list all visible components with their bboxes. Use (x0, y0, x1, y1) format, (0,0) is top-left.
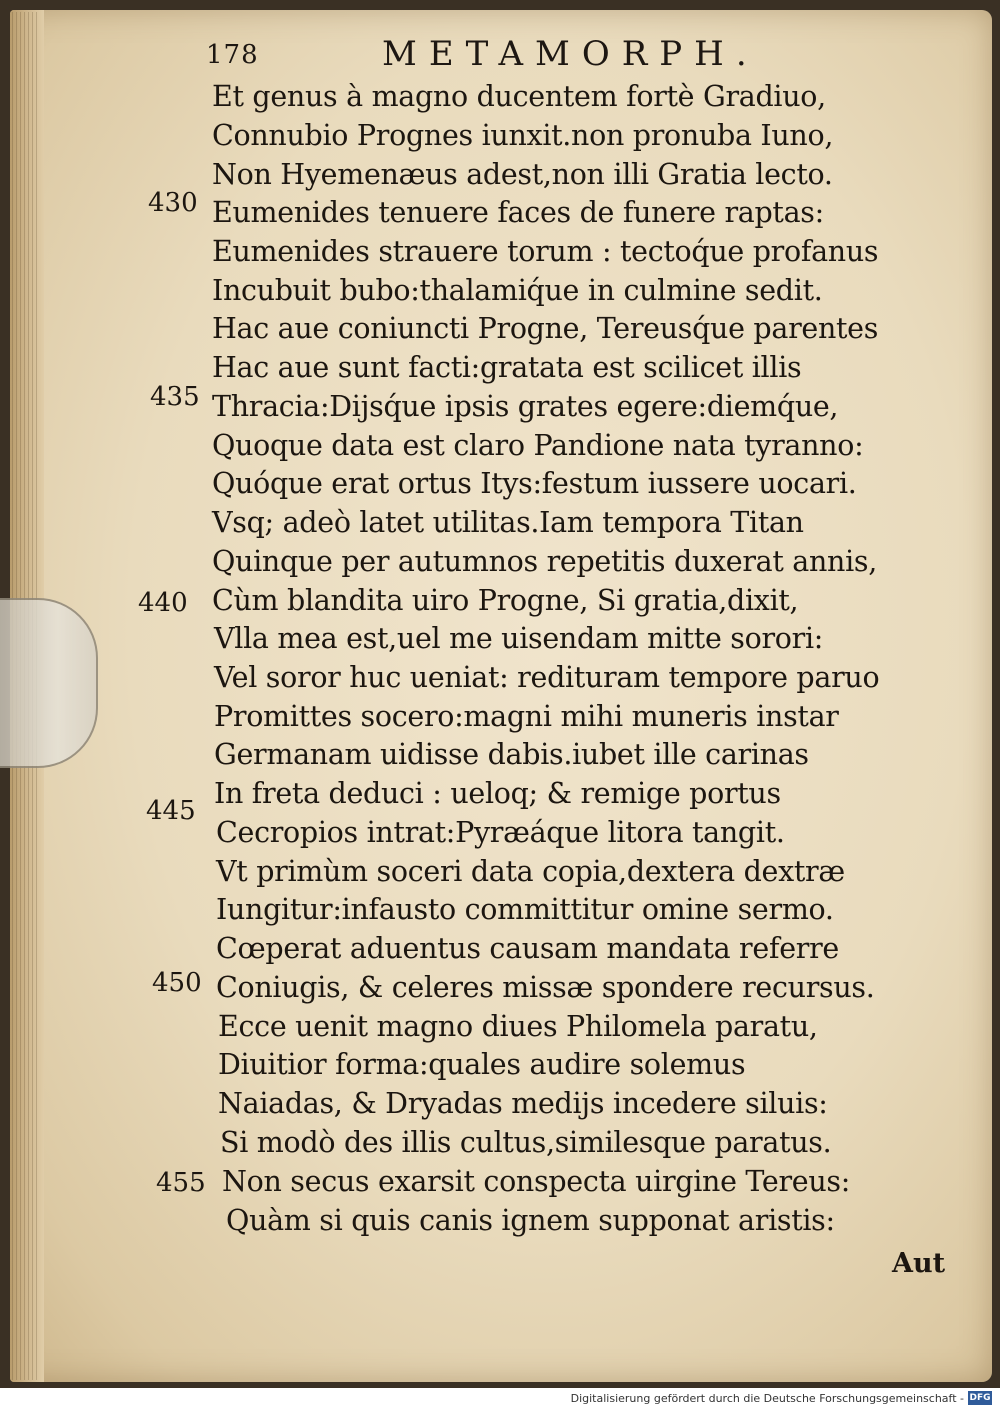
verse-line: Cecropios intrat:Pyræáque litora tangit. (216, 816, 785, 849)
verse-line: Coniugis, & celeres missæ spondere recursus. (216, 971, 875, 1004)
line-number: 455 (156, 1168, 206, 1198)
page-number: 178 (206, 40, 259, 70)
verse-line: Quinque per autumnos repetitis duxerat annis, (212, 545, 877, 578)
verse-line: Incubuit bubo:thalamiq́ue in culmine sedit. (212, 274, 823, 307)
line-number: 445 (146, 796, 196, 826)
verse-line: Iungitur:infausto committitur omine sermo. (216, 893, 834, 926)
verse-line: Ecce uenit magno diues Philomela paratu, (218, 1010, 818, 1043)
footer-bar (0, 1388, 1000, 1410)
verse-line: In freta deduci : ueloq; & remige portus (214, 777, 781, 810)
verse-line: Quàm si quis canis ignem supponat aristis: (226, 1204, 835, 1237)
verse-line: Cùm blandita uiro Progne, Si gratia,dixit, (212, 584, 799, 617)
verse-line: Connubio Prognes iunxit.non pronuba Iuno, (212, 119, 834, 152)
verse-line: Vel soror huc ueniat: redituram tempore paruo (214, 661, 880, 694)
page-clip (0, 598, 98, 768)
verse-line: Quóque erat ortus Itys:festum iussere uocari. (212, 467, 857, 500)
catchword: Aut (892, 1248, 946, 1279)
verse-line: Quoque data est claro Pandione nata tyranno: (212, 429, 864, 462)
verse-line: Cœperat aduentus causam mandata referre (216, 932, 839, 965)
line-number: 435 (150, 382, 200, 412)
line-number: 430 (148, 188, 198, 218)
verse-line: Eumenides tenuere faces de funere raptas: (212, 196, 824, 229)
verse-line: Et genus à magno ducentem fortè Gradiuo, (212, 80, 826, 113)
verse-line: Vsq; adeò latet utilitas.Iam tempora Titan (212, 506, 804, 539)
verse-line: Diuitior forma:quales audire solemus (218, 1048, 746, 1081)
verse-line: Non Hyemenæus adest,non illi Gratia lecto. (212, 158, 833, 191)
verse-line: Thracia:Dijsq́ue ipsis grates egere:diemq́ue, (212, 390, 839, 423)
verse-line: Non secus exarsit conspecta uirgine Tereus: (222, 1165, 851, 1198)
verse-line: Naiadas, & Dryadas medijs incedere siluis: (218, 1087, 828, 1120)
line-number: 450 (152, 968, 202, 998)
line-number: 440 (138, 588, 188, 618)
verse-line: Germanam uidisse dabis.iubet ille carinas (214, 738, 809, 771)
verse-line: Si modò des illis cultus,similesque paratus. (220, 1126, 832, 1159)
verse-line: Vt primùm soceri data copia,dextera dextræ (216, 855, 845, 888)
verse-line: Hac aue sunt facti:gratata est scilicet illis (212, 351, 802, 384)
verse-line: Hac aue coniuncti Progne, Tereusq́ue parentes (212, 312, 879, 345)
funding-credit: Digitalisierung gefördert durch die Deutsche Forschungsgemeinschaft - (570, 1392, 964, 1405)
verse-line: Promittes socero:magni mihi muneris instar (214, 700, 839, 733)
verse-line: Vlla mea est,uel me uisendam mitte sorori: (214, 622, 824, 655)
verse-line: Eumenides strauere torum : tectoq́ue profanus (212, 235, 879, 268)
running-title: METAMORPH. (382, 34, 759, 74)
dfg-logo: DFG (969, 1393, 991, 1403)
